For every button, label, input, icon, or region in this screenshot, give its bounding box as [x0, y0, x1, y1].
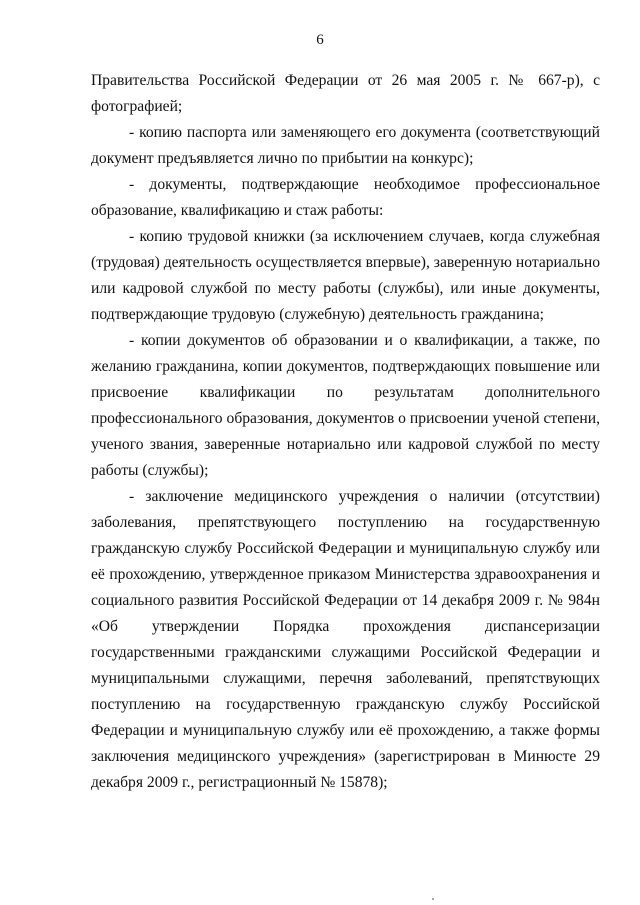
- paragraph-continuation: Правительства Российской Федерации от 26 мая 2005 г. № 667-р), с фотографией;: [91, 72, 600, 115]
- paragraph-work-book: - копию трудовой книжки (за исключением случаев, когда служебная (трудовая) деятельность осуществляется впервые), заверенную нотариально или кадровой службой по месту работы (службы), или иные документы, подтверждающие трудовую (служебную) деятельность гражданина;: [91, 228, 600, 323]
- document-body: [91, 68, 600, 796]
- page-number: 6: [316, 32, 324, 48]
- paragraph-education-documents: - документы, подтверждающие необходимое профессиональное образование, квалификацию и стаж работы:: [91, 176, 600, 219]
- paragraph-medical-certificate: - заключение медицинского учреждения о наличии (отсутствии) заболевания, препятствующего поступлению на государственную гражданскую службу Российской Федерации и муниципальную службу или её прохождению, утвержденное приказом Министерства здравоохранения и социального развития Российской Федерации от 14 декабря 2009 г. № 984н «Об утверждении Порядка прохождения диспансеризации государственными гражданскими служащими Российской Федерации и муниципальными служащими, перечня заболеваний, препятствующих поступлению на государственную гражданскую службу Российской Федерации и муниципальную службу или её прохождению, а также формы заключения медицинского учреждения» (зарегистрирован в Минюсте 29 декабря 2009 г., регистрационный № 15878);: [91, 488, 600, 791]
- scan-speck: [432, 898, 434, 900]
- paragraph-education-copies: - копии документов об образовании и о квалификации, а также, по желанию гражданина, копии документов, подтверждающих повышение или присвоение квалификации по результатам дополнительного профессионального образования, документов о присвоении ученой степени, ученого звания, заверенные нотариально или кадровой службой по месту работы (службы);: [91, 332, 600, 479]
- paragraph-passport: - копию паспорта или заменяющего его документа (соответствующий документ предъявляется лично по прибытии на конкурс);: [91, 124, 600, 167]
